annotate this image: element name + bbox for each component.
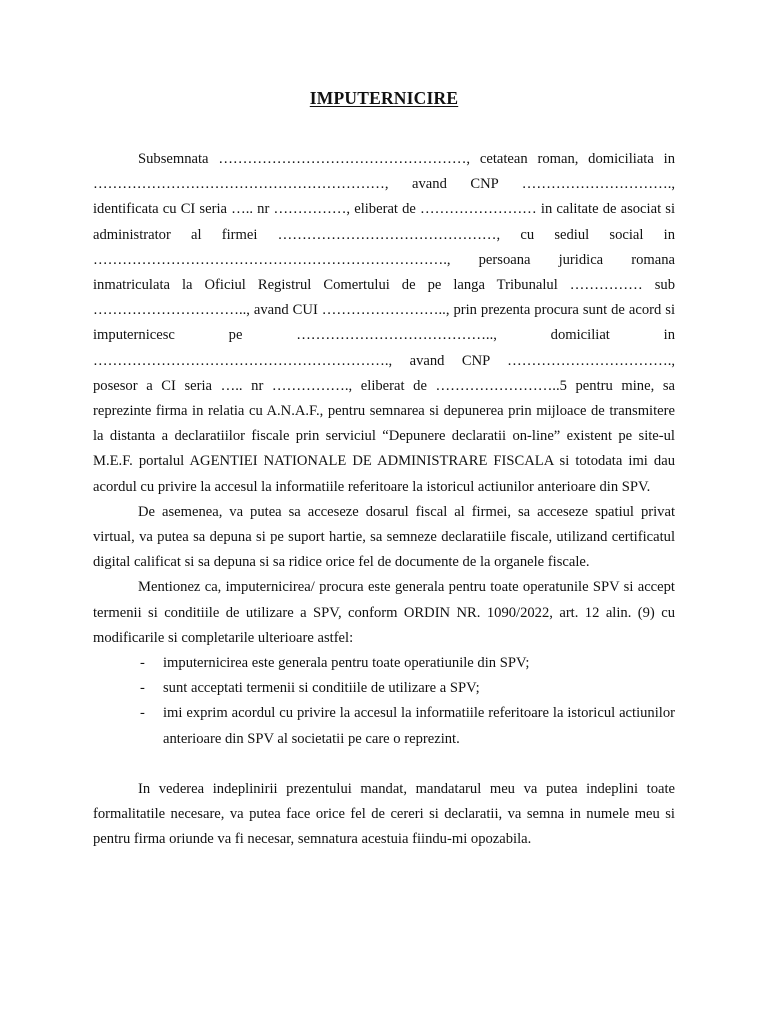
bullet-text: imputernicirea este generala pentru toate operatiunile din SPV;: [163, 655, 530, 672]
bullet-text: sunt acceptati termenii si conditiile de utilizare a SPV;: [163, 680, 480, 697]
bullet-dash: -: [140, 680, 145, 697]
bullet-text: imi exprim acordul cu privire la accesul la informatiile referitoare la istoricul actiunilor anterioare din SPV al societatii pe care o reprezint.: [163, 705, 675, 747]
bullet-dash: -: [140, 705, 145, 722]
list-item: [140, 701, 675, 751]
section-spacer: [93, 752, 675, 777]
paragraph-closing: In vederea indeplinirii prezentului mandat, mandatarul meu va putea indeplini toate formalitatile necesare, va putea face orice fel de cereri si declaratii, va semna in numele meu si pentru firma oriunde va fi necesar, semnatura acestuia fiindu-mi opozabila.: [93, 780, 675, 848]
list-item: [140, 651, 675, 676]
list-item: [140, 676, 675, 701]
paragraph-mandate-details: Subsemnata ……………………………………………, cetatean roman, domiciliata in ……………………………………………………, avand CNP …………………………., identificata cu CI seria ….. nr ……………, eliberat de …………………… in calitate de asociat si administrator al firmei ………………………………………, cu sediul social in ………………………………………………………………., persoana juridica romana inmatriculata la Oficiul Registrul Comertului de pe langa Tribunalul …………… sub ………………………….., avand CUI …………………….., prin prezenta procura sunt de acord si imputernicesc pe ………………………………….., domiciliat in ……………………………………………………., avand CNP ……………………………., posesor a CI seria ….. nr ……………., eliberat de ……………………..5 pentru mine, sa reprezinte firma in relatia cu A.N.A.F., pentru semnarea si depunerea prin mijloace de transmitere la distanta a declaratiilor fiscale prin serviciul “Depunere declaratii on-line” existent pe site-ul M.E.F. portalul AGENTIEI NATIONALE DE ADMINISTRARE FISCALA si totodata imi dau acordul cu privire la accesul la informatiile referitoare la istoricul actiunilor anterioare din SPV.: [93, 151, 675, 495]
paragraph-spv-terms: Mentionez ca, imputernicirea/ procura este generala pentru toate operatunile SPV si accept termenii si conditiile de utilizare a SPV, conform ORDIN NR. 1090/2022, art. 12 alin. (9) cu modificarile si completarile ulterioare astfel:: [93, 579, 675, 646]
terms-bullet-list: [93, 651, 675, 752]
bullet-dash: -: [140, 655, 145, 672]
paragraph-additional-rights: De asemenea, va putea sa acceseze dosarul fiscal al firmei, sa acceseze spatiul privat virtual, va putea sa depuna si pe suport hartie, sa semneze declaratiile fiscale, utilizand certificatul digital calificat si sa depuna si sa ridice orice fel de documente de la organele fiscale.: [93, 503, 675, 571]
document-title: IMPUTERNICIRE: [309, 88, 459, 108]
